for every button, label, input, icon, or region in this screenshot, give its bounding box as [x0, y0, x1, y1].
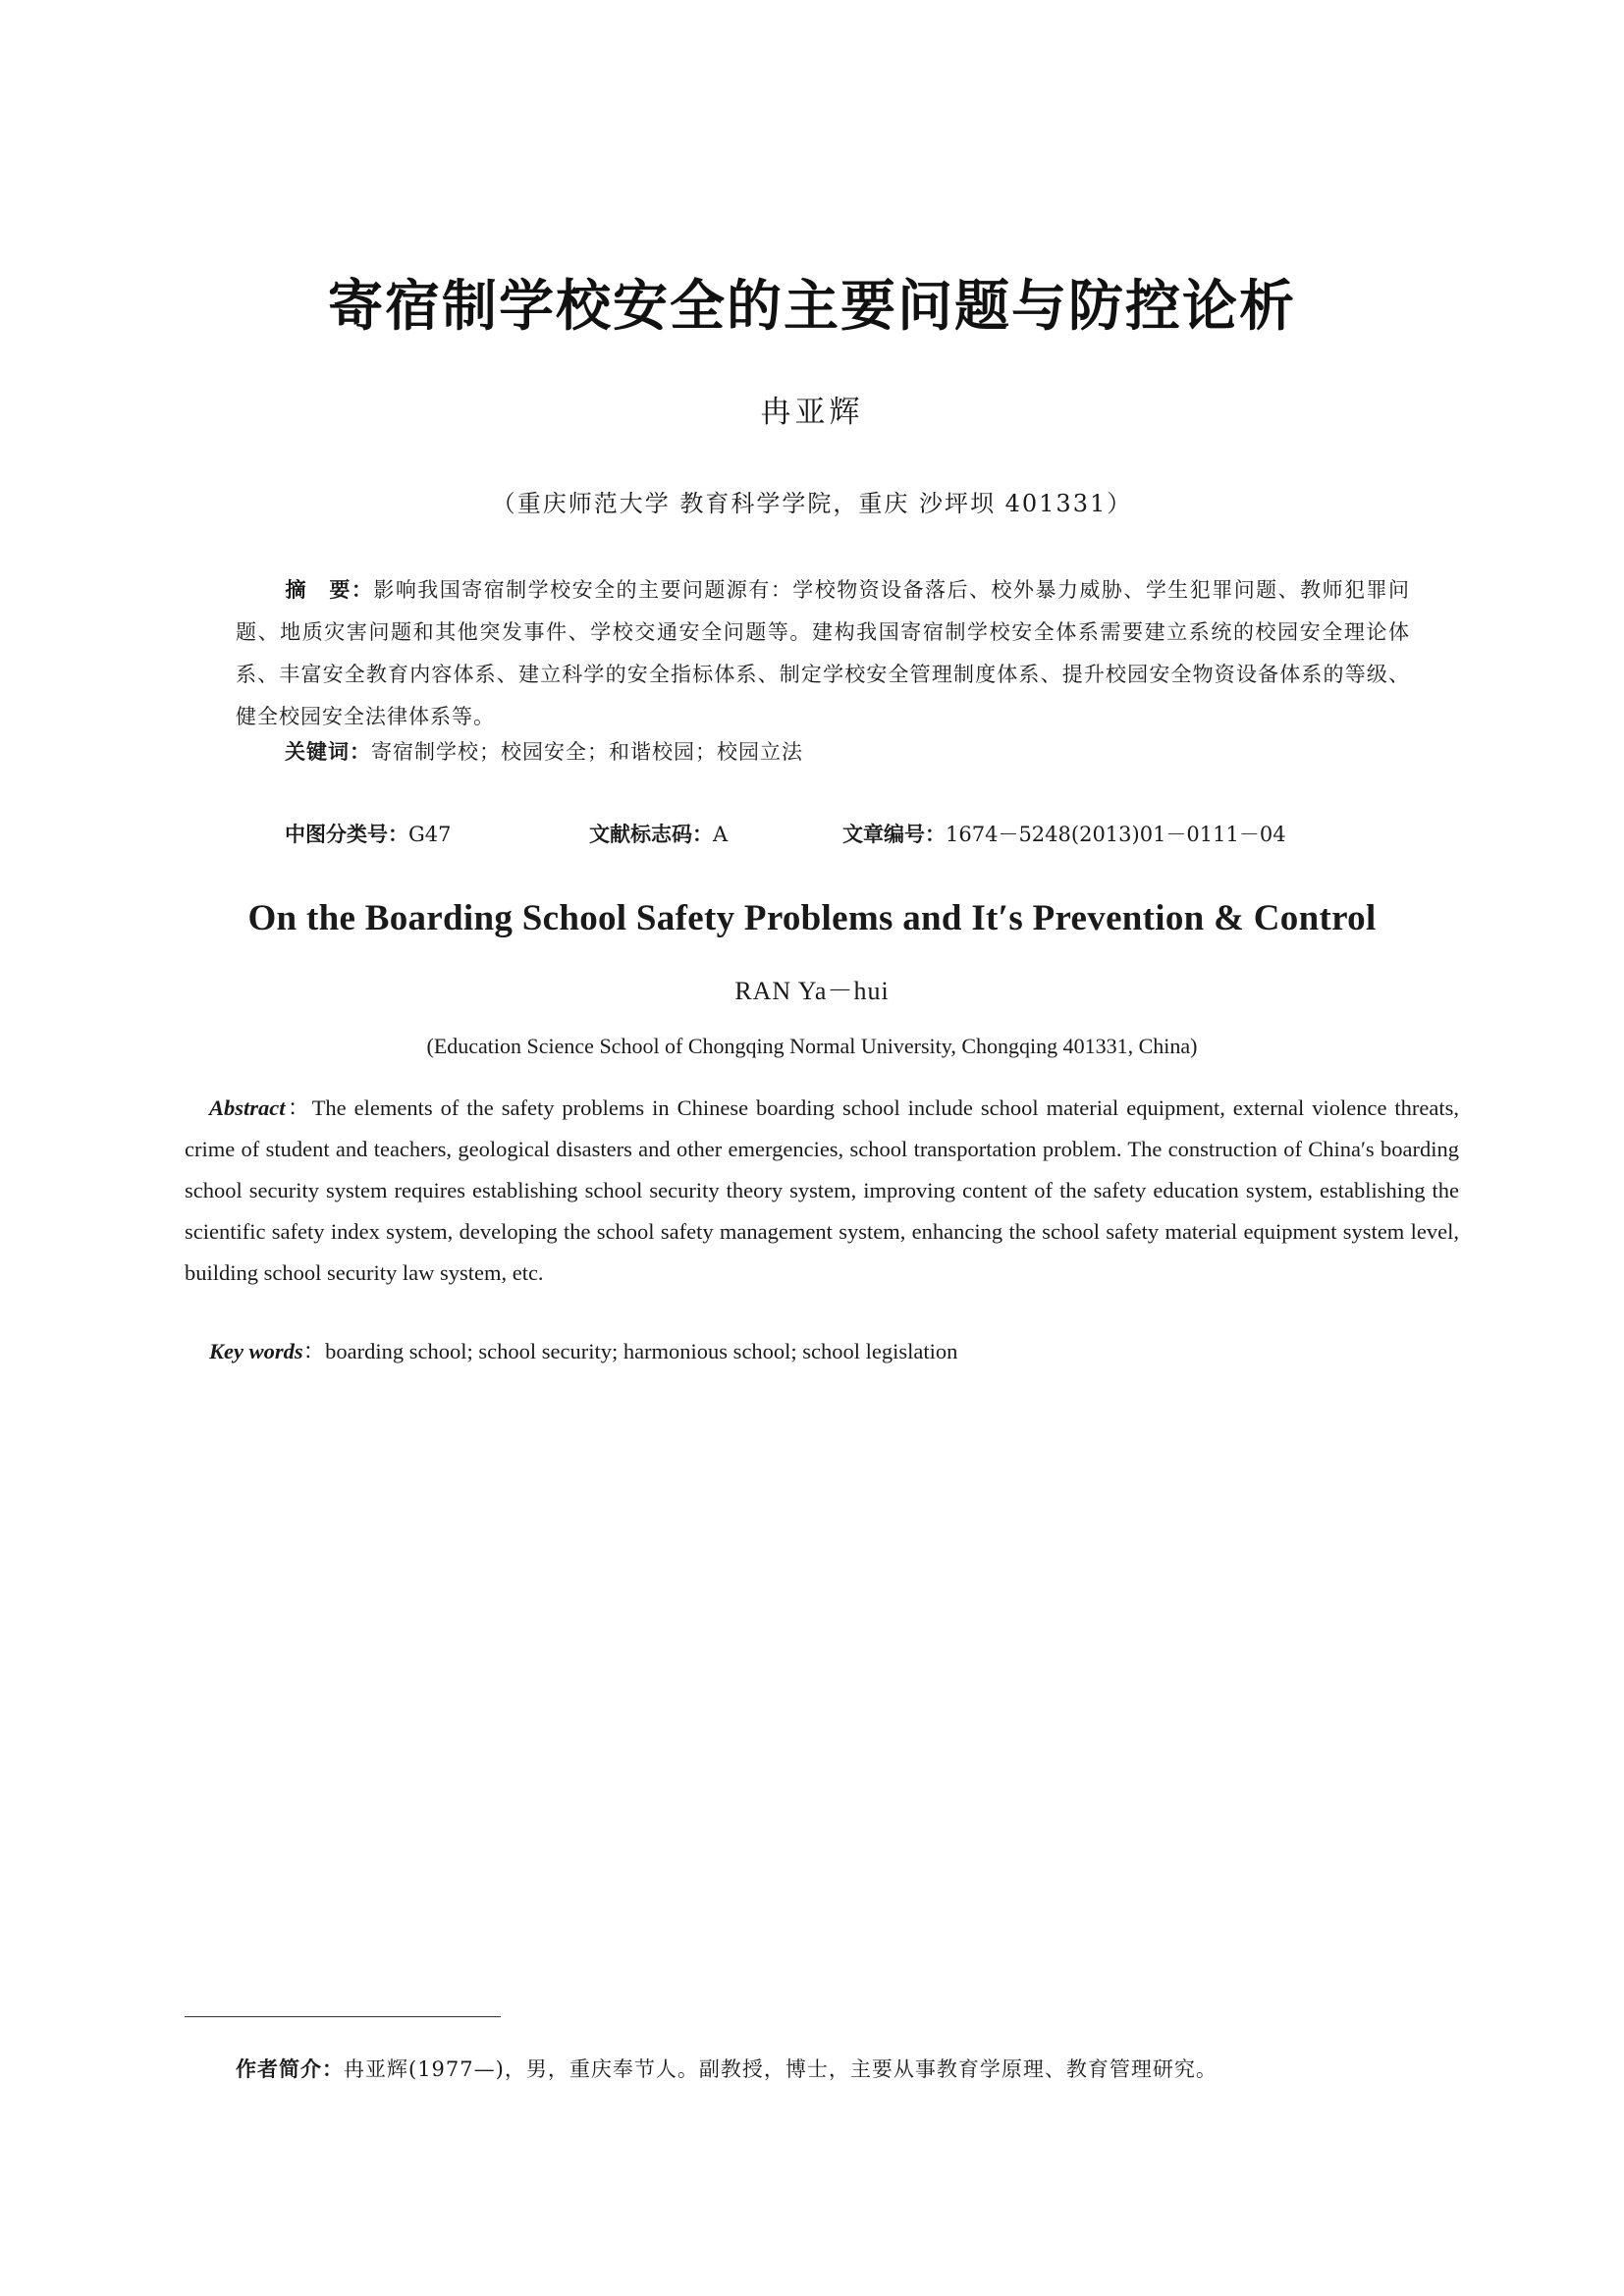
english-keywords-label: Key words [209, 1339, 303, 1363]
english-abstract [185, 1088, 1459, 1294]
chinese-keywords [285, 736, 1410, 768]
clc-number [285, 819, 452, 850]
chinese-abstract-label: 摘 要： [285, 578, 374, 602]
document-code [589, 819, 728, 850]
article-number-value: 1674－5248(2013)01－0111－04 [946, 823, 1286, 846]
document-code-label: 文献标志码： [589, 823, 713, 846]
footnote-label: 作者简介： [236, 2057, 344, 2081]
chinese-author: 冉亚辉 [760, 395, 864, 430]
english-abstract-text: ：The elements of the safety problems in Chinese boarding school include school material equipment, external violence threats, crime of student and teachers, geological disasters and other emergencies, school transportation problem. The construction of China′s boarding school security system requires establishing school security theory system, improving content of the safety education system, establishing the scientific safety index system, developing the school safety management system, enhancing the school safety material equipment system level, building school security law system, etc. [185, 1095, 1459, 1285]
chinese-keywords-label: 关键词： [285, 740, 371, 764]
article-number [842, 819, 1286, 850]
chinese-abstract [236, 569, 1410, 738]
footnote-divider [185, 2016, 501, 2017]
author-footnote [236, 2054, 1414, 2085]
english-keywords-text: ：boarding school; school security; harmonious school; school legislation [302, 1339, 958, 1363]
footnote-text: 冉亚辉(1977—)，男，重庆奉节人。副教授，博士，主要从事教育学原理、教育管理研究。 [344, 2057, 1218, 2081]
chinese-affiliation: （重庆师范大学 教育科学学院，重庆 沙坪坝 401331） [491, 490, 1133, 517]
document-code-value: A [713, 823, 729, 846]
english-abstract-label: Abstract [209, 1095, 286, 1120]
chinese-abstract-text: 影响我国寄宿制学校安全的主要问题源有：学校物资设备落后、校外暴力威胁、学生犯罪问题、教师犯罪问题、地质灾害问题和其他突发事件、学校交通安全问题等。建构我国寄宿制学校安全体系需要建立系统的校园安全理论体系、丰富安全教育内容体系、建立科学的安全指标体系、制定学校安全管理制度体系、提升校园安全物资设备体系的等级、健全校园安全法律体系等。 [236, 578, 1411, 728]
english-keywords [209, 1336, 1459, 1367]
english-title: On the Boarding School Safety Problems and It′s Prevention & Control [247, 898, 1377, 938]
clc-value: G47 [408, 823, 452, 846]
clc-label: 中图分类号： [285, 823, 408, 846]
chinese-keywords-text: 寄宿制学校；校园安全；和谐校园；校园立法 [371, 740, 803, 764]
english-author: RAN Ya－hui [734, 977, 890, 1005]
english-affiliation: (Education Science School of Chongqing Normal University, Chongqing 401331, China) [426, 1034, 1198, 1058]
chinese-title: 寄宿制学校安全的主要问题与防控论析 [328, 275, 1296, 339]
article-number-label: 文章编号： [842, 823, 946, 846]
